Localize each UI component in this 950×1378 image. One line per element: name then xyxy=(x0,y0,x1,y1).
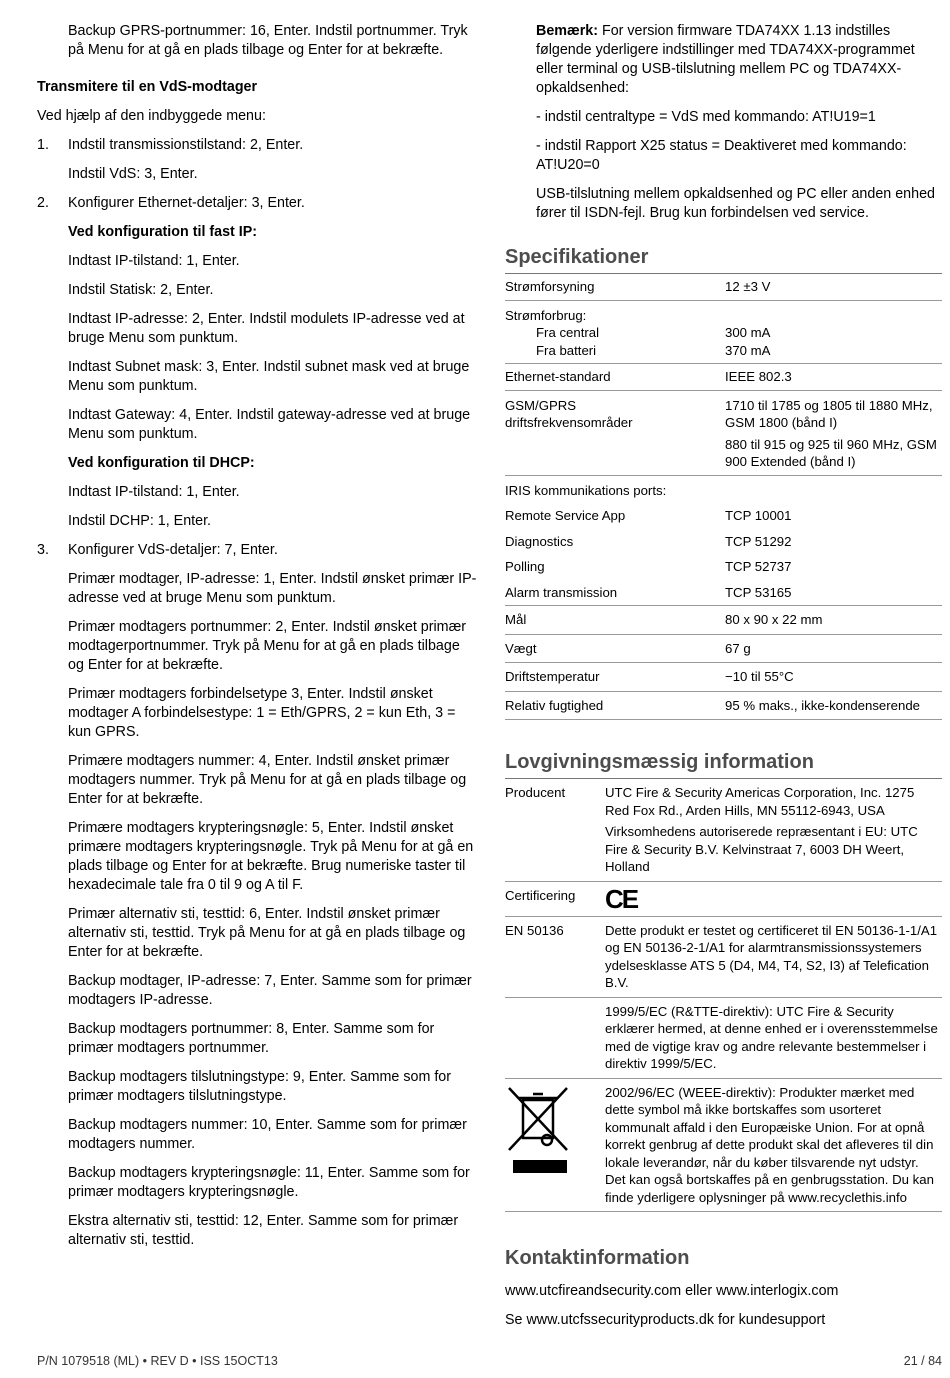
legal-value: Dette produkt er testet og certificeret til EN 50136-1-1/A1 og EN 50136-2-1/A1 for alarmtransmissionssystemers ydelsesklasse ATS 5 (D4, M4, T4, S2, I3) af Telefication B.V. xyxy=(605,916,942,997)
from-central-value: 300 mA xyxy=(725,325,771,340)
footer-part-number: P/N 1079518 (ML) • REV D • ISS 15OCT13 xyxy=(37,1354,278,1368)
table-row xyxy=(505,364,942,391)
iris-label: IRIS kommunikations ports: xyxy=(505,482,667,498)
fixed-ip-heading: Ved konfiguration til fast IP: xyxy=(68,224,258,240)
table-row xyxy=(505,529,942,555)
spec-value: IEEE 802.3 xyxy=(725,364,942,391)
step-1-sub: Indstil VdS: 3, Enter. xyxy=(68,166,198,182)
vds-item: Backup modtagers nummer: 10, Enter. Samme som for primær modtagers nummer. xyxy=(68,1117,467,1152)
ce-mark-icon: CE xyxy=(605,883,638,914)
legal-title: Lovgivningsmæssig information xyxy=(505,750,942,779)
table-row xyxy=(505,580,942,606)
vds-item: Primære modtagers nummer: 4, Enter. Indstil ønsket primær modtagers nummer. Tryk på Menu for at gå en plads tilbage og Enter for at bekræfte. xyxy=(68,753,467,807)
note-text: For version firmware TDA74XX 1.13 indstilles følgende yderligere indstillinger med TDA74XX-programmet eller terminal og USB-tilslutning mellem PC og TDA74XX-opkaldsenhed: xyxy=(536,23,915,96)
right-column xyxy=(505,22,942,1340)
table-row xyxy=(505,779,942,881)
iris-port-name: Diagnostics xyxy=(505,533,574,549)
step-3 xyxy=(37,541,477,560)
iris-port-value: TCP 52737 xyxy=(725,559,792,574)
dhcp-item: Indstil DCHP: 1, Enter. xyxy=(68,513,212,529)
table-row xyxy=(505,997,942,1078)
intro-paragraph: Backup GPRS-portnummer: 16, Enter. Indstil portnummer. Tryk på Menu for at gå en plads tilbage og Enter for at bekræfte. xyxy=(68,23,468,58)
step-text: Konfigurer Ethernet-detaljer: 3, Enter. xyxy=(68,195,305,211)
legal-value: 2002/96/EC (WEEE-direktiv): Produkter mærket med dette symbol må ikke bortskaffes som usorteret kommunalt affald i den Europæiske Union. For at opnå korrekt genbrug af dette produkt skal det afleveres til din lokale leverandør, når du køber tilsvarende nyt udstyr. Det kan også bortskaffes på en genbrugsstation. Du kan finde yderligere oplysninger på www.recyclethis.info xyxy=(605,1078,942,1212)
spec-value: 12 ±3 V xyxy=(725,274,942,300)
spec-value: 80 x 90 x 22 mm xyxy=(725,606,942,635)
fixed-ip-item: Indstil Statisk: 2, Enter. xyxy=(68,282,214,298)
table-row xyxy=(505,691,942,720)
legal-label: Producent xyxy=(505,779,605,881)
fixed-ip-item: Indtast Gateway: 4, Enter. Indstil gateway-adresse ved at bruge Menu som punktum. xyxy=(68,407,471,442)
contact-title: Kontaktinformation xyxy=(505,1247,690,1269)
legal-value xyxy=(605,779,942,881)
iris-port-value: TCP 51292 xyxy=(725,533,792,549)
spec-title: Specifikationer xyxy=(505,245,942,274)
note-usb: USB-tilslutning mellem opkaldsenhed og PC eller anden enhed fører til ISDN-fejl. Brug kun forbindelsen ved service. xyxy=(536,186,935,221)
dhcp-heading: Ved konfiguration til DHCP: xyxy=(68,455,255,471)
lead-text: Ved hjælp af den indbyggede menu: xyxy=(37,108,266,124)
from-battery-label: Fra batteri xyxy=(536,342,597,358)
table-row xyxy=(505,300,942,364)
step-text: Konfigurer VdS-detaljer: 7, Enter. xyxy=(68,542,278,558)
gsm-value-1: 1710 til 1785 og 1805 til 1880 MHz, GSM 1800 (bånd I) xyxy=(725,397,933,430)
spec-label: GSM/GPRS driftsfrekvensområder xyxy=(505,390,725,475)
contact-line-2: Se www.utcfssecurityproducts.dk for kundesupport xyxy=(505,1312,826,1328)
step-number: 2. xyxy=(37,195,49,211)
step-2 xyxy=(37,194,477,213)
weee-bin-icon xyxy=(505,1084,575,1176)
iris-port-name: Remote Service App xyxy=(505,508,626,523)
table-row xyxy=(505,663,942,692)
spec-label: Relativ fugtighed xyxy=(505,691,725,720)
table-row xyxy=(505,475,942,503)
vds-item: Primær alternativ sti, testtid: 6, Enter. Indstil ønsket primær alternativ sti, testtid. Tryk på Menu for at gå en plads tilbage og Enter for at bekræfte. xyxy=(68,906,466,960)
note-line-1: - indstil centraltype = VdS med kommando: AT!U19=1 xyxy=(536,109,876,125)
spec-value xyxy=(725,390,942,475)
footer-page-number: 21 / 84 xyxy=(903,1354,942,1368)
table-row xyxy=(505,606,942,635)
iris-port-value: TCP 10001 xyxy=(725,508,792,523)
spec-label: Strømforsyning xyxy=(505,274,725,300)
from-central-label: Fra central xyxy=(536,325,600,340)
spec-label xyxy=(505,300,725,364)
table-row xyxy=(505,1078,942,1212)
note-block xyxy=(536,22,942,223)
spec-label: Mål xyxy=(505,606,725,635)
table-row xyxy=(505,554,942,580)
weee-symbol-cell xyxy=(505,1078,605,1212)
vds-item: Primær modtagers forbindelsetype 3, Enter. Indstil ønsket modtager A forbindelsestype: 1 = Eth/GPRS, 2 = kun Eth, 3 = kun GPRS. xyxy=(68,686,456,740)
producer-value: UTC Fire & Security Americas Corporation, Inc. 1275 Red Fox Rd., Arden Hills, MN 55112-6943, USA xyxy=(605,785,915,818)
vds-item: Primære modtagers krypteringsnøgle: 5, Enter. Indstil ønsket primære modtagers krypteringsnøgle. Tryk på Menu for at gå en plads tilbage og Enter for at bekræfte. Brug numeriske taster til hexadecimale tale fra 0 til 9 og A til F. xyxy=(68,820,474,893)
vds-item: Primær modtagers portnummer: 2, Enter. Indstil ønsket primær modtagerportnummer. Tryk på Menu for at gå en plads tilbage og Enter for at bekræfte. xyxy=(68,619,467,673)
section-heading: Transmitere til en VdS-modtager xyxy=(37,79,258,95)
representative-value: Virksomhedens autoriserede repræsentant i EU: UTC Fire & Security B.V. Kelvinstraat 7, 6003 DH Weert, Holland xyxy=(605,824,918,874)
vds-item: Ekstra alternativ sti, testtid: 12, Enter. Samme som for primær alternativ sti, testtid. xyxy=(68,1213,459,1248)
step-1 xyxy=(37,136,477,155)
table-row xyxy=(505,503,942,529)
vds-item: Backup modtagers portnummer: 8, Enter. Samme som for primær modtagers portnummer. xyxy=(68,1021,435,1056)
vds-item: Backup modtager, IP-adresse: 7, Enter. Samme som for primær modtagers IP-adresse. xyxy=(68,973,472,1008)
legal-label: Certificering xyxy=(505,881,605,916)
fixed-ip-item: Indtast IP-adresse: 2, Enter. Indstil modulets IP-adresse ved at bruge Menu som punktum. xyxy=(68,311,465,346)
left-column xyxy=(37,22,477,1260)
spec-value: 67 g xyxy=(725,634,942,663)
contact-line-1: www.utcfireandsecurity.com eller www.interlogix.com xyxy=(505,1283,839,1299)
fixed-ip-item: Indtast IP-tilstand: 1, Enter. xyxy=(68,253,240,269)
note-paragraph xyxy=(536,22,942,98)
legal-label: EN 50136 xyxy=(505,916,605,997)
from-battery-value: 370 mA xyxy=(725,342,771,358)
legal-value: 1999/5/EC (R&TTE-direktiv): UTC Fire & Security erklærer hermed, at denne enhed er i overensstemmelse med de vigtige krav og andre relevante bestemmelser i direktiv 1999/5/EC. xyxy=(605,997,942,1078)
iris-port-value: TCP 53165 xyxy=(725,580,942,606)
table-row xyxy=(505,916,942,997)
dhcp-item: Indtast IP-tilstand: 1, Enter. xyxy=(68,484,240,500)
fixed-ip-item: Indtast Subnet mask: 3, Enter. Indstil subnet mask ved at bruge Menu som punktum. xyxy=(68,359,470,394)
spec-value: −10 til 55°C xyxy=(725,663,942,692)
iris-port-name: Alarm transmission xyxy=(505,580,725,606)
step-number: 1. xyxy=(37,137,49,153)
table-row xyxy=(505,274,942,300)
spec-value: 95 % maks., ikke-kondenserende xyxy=(725,691,942,720)
iris-port-name: Polling xyxy=(505,559,545,574)
legal-value xyxy=(605,881,942,916)
spec-label: Vægt xyxy=(505,634,725,663)
vds-item: Backup modtagers tilslutningstype: 9, Enter. Samme som for primær modtagers tilslutningstype. xyxy=(68,1069,452,1104)
spec-label: Ethernet-standard xyxy=(505,364,725,391)
step-number: 3. xyxy=(37,542,49,558)
table-row xyxy=(505,881,942,916)
note-line-2: - indstil Rapport X25 status = Deaktiveret med kommando: AT!U20=0 xyxy=(536,138,907,173)
consumption-label: Strømforbrug: xyxy=(505,307,587,323)
spec-value xyxy=(725,300,942,364)
step-text: Indstil transmissionstilstand: 2, Enter. xyxy=(68,137,304,153)
note-label: Bemærk: xyxy=(536,23,598,39)
table-row xyxy=(505,390,942,475)
vds-item: Primær modtager, IP-adresse: 1, Enter. Indstil ønsket primær IP-adresse ved at bruge Menu som punktum. xyxy=(68,571,477,606)
legal-table xyxy=(505,779,942,1212)
spec-table xyxy=(505,274,942,720)
table-row xyxy=(505,634,942,663)
gsm-value-2: 880 til 915 og 925 til 960 MHz, GSM 900 Extended (bånd I) xyxy=(725,436,937,469)
vds-item: Backup modtagers krypteringsnøgle: 11, Enter. Samme som for primær modtagers krypteringsnøgle. xyxy=(68,1165,470,1200)
spec-label: Driftstemperatur xyxy=(505,663,725,692)
